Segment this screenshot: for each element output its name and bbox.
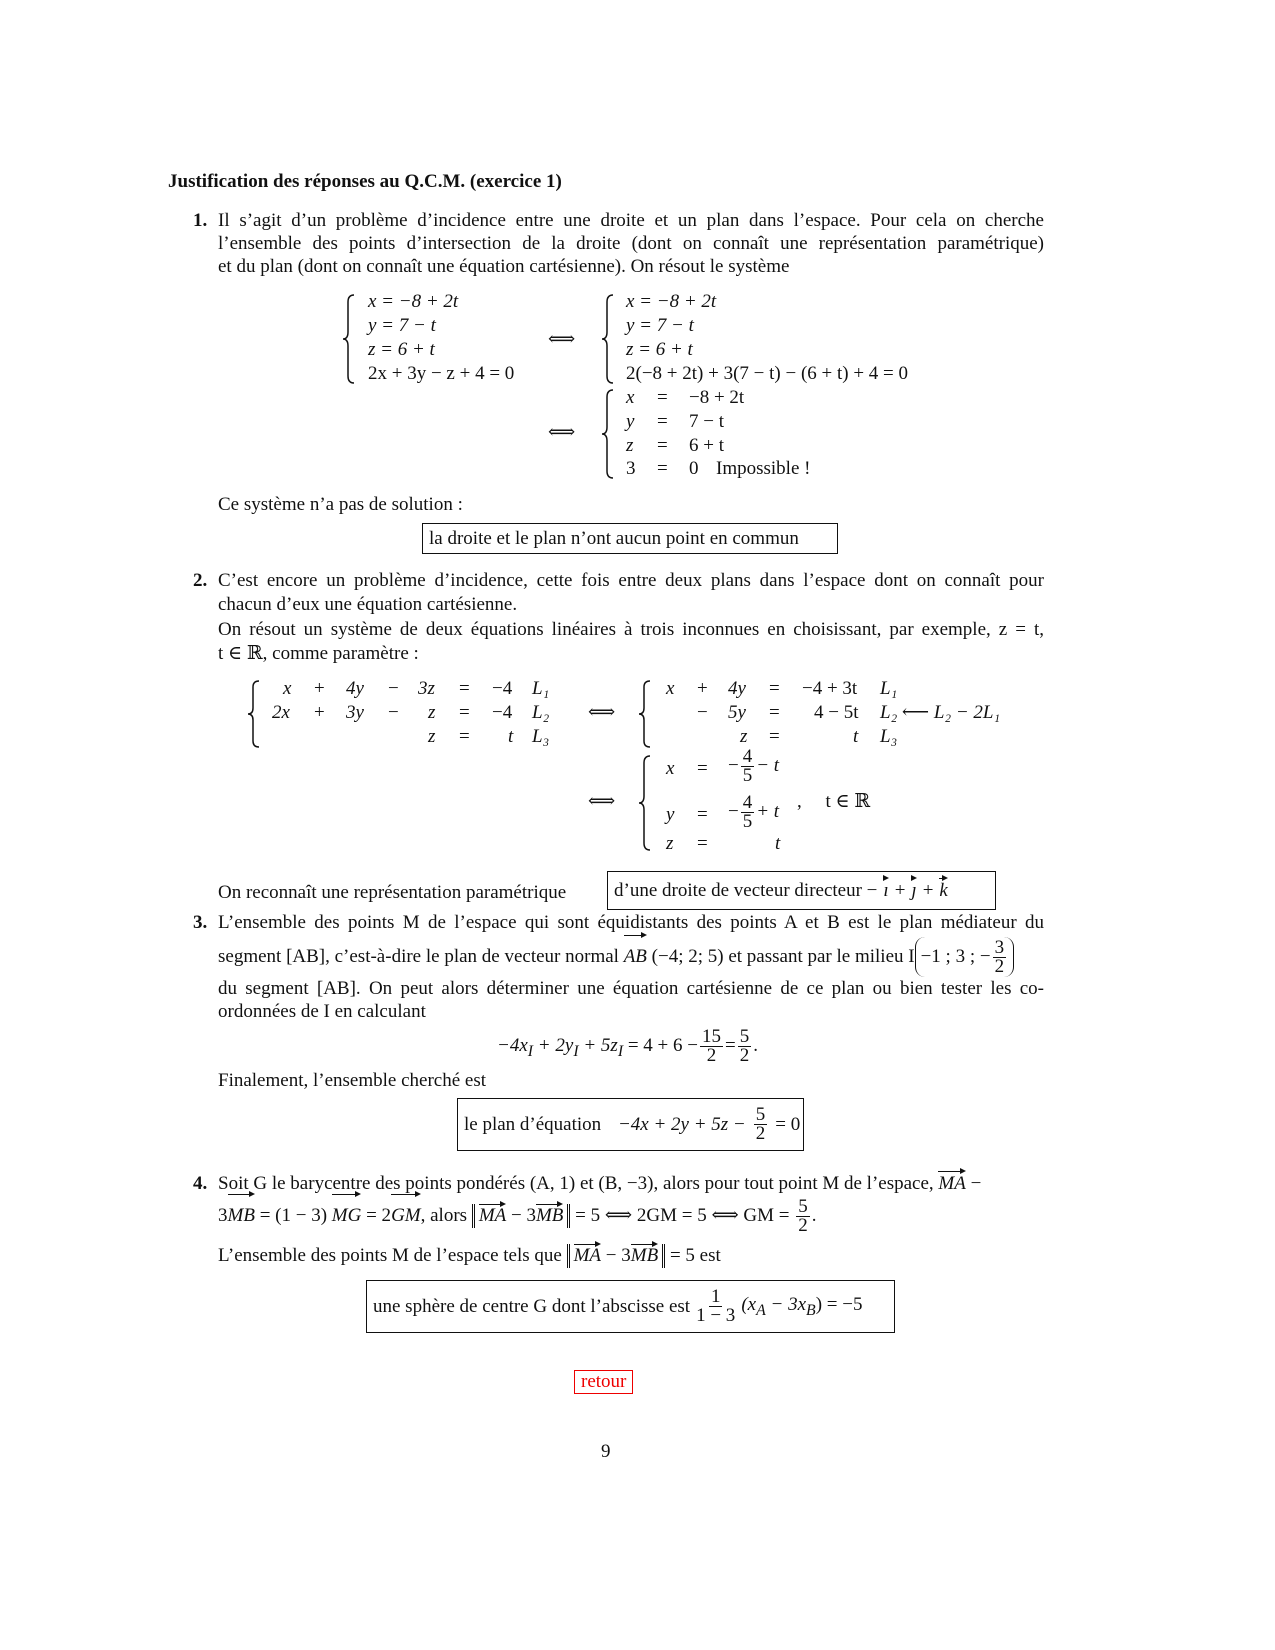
t: − 3: [605, 1245, 631, 1266]
sys-cell: x: [666, 758, 675, 779]
t: =: [725, 1035, 736, 1056]
answer-text: la droite et le plan n’ont aucun point en commun: [429, 527, 799, 549]
tail: − t: [756, 754, 780, 776]
denominator: 2: [994, 956, 1005, 978]
brace-icon: [601, 294, 615, 384]
numerator: 15: [702, 1026, 721, 1048]
system-line: 2x + 3y − z + 4 = 0: [368, 363, 515, 384]
denominator: 2: [739, 1045, 750, 1067]
sys-cell: 2x: [272, 702, 290, 723]
sys-cell: =: [769, 702, 780, 723]
sys-cell: −: [388, 702, 399, 723]
vector-MA: MA: [478, 1205, 507, 1226]
t: 3: [218, 1205, 228, 1226]
sys-cell: =: [769, 678, 780, 699]
fraction: [754, 1106, 768, 1143]
system-eq: =: [657, 458, 668, 479]
sub: I: [617, 1042, 624, 1060]
brace-icon: [638, 755, 652, 851]
q3-final-intro: Finalement, l’ensemble cherché est: [218, 1070, 487, 1091]
sys-cell: =: [697, 833, 708, 854]
equivalence-symbol: ⟺: [548, 329, 576, 350]
sys-cell: =: [697, 758, 708, 779]
vector-AB: AB: [624, 937, 647, 977]
sys-cell: =: [769, 726, 780, 747]
item-number-2: 2.: [193, 570, 208, 591]
fraction: [738, 1028, 752, 1065]
norm: [472, 1204, 571, 1228]
q1-conclusion-intro: Ce système n’a pas de solution :: [218, 494, 463, 515]
sys-cell: −4: [492, 678, 513, 699]
sys-cell: 4y: [728, 678, 746, 699]
vector-MA: MA: [938, 1173, 966, 1194]
t: = 2: [366, 1205, 392, 1226]
retour-link[interactable]: retour: [574, 1370, 633, 1394]
q2-line: C’est encore un problème d’incidence, cette fois entre deux plans dans l’espace dont on connaît pour: [218, 570, 1044, 591]
sys-cell: L₁: [532, 678, 550, 699]
fraction: [993, 939, 1007, 976]
q4-line: [218, 1173, 981, 1195]
t: = (1 − 3): [259, 1205, 328, 1226]
fraction: [796, 1198, 810, 1235]
answer-math: −4x + 2y + 5z −: [617, 1113, 746, 1135]
vector-MA: MA: [573, 1245, 602, 1266]
answer-text: une sphère de centre G dont l’abscisse est: [373, 1295, 691, 1317]
fraction: [696, 1288, 735, 1325]
system-line: z = 6 + t: [626, 339, 693, 360]
sub: B: [806, 1301, 816, 1319]
sys-cell: =: [697, 804, 708, 825]
answer-text: d’une droite de vecteur directeur −: [614, 879, 878, 901]
sign: −: [728, 754, 739, 776]
q3-line: ordonnées de I en calculant: [218, 1001, 426, 1022]
q1-line: et du plan (dont on connaît une équation cartésienne). On résout le système: [218, 256, 790, 277]
sys-cell: z: [428, 726, 436, 747]
t: − 3: [511, 1205, 536, 1226]
text: segment [AB], c’est-à-dire le plan de vecteur normal: [218, 946, 619, 967]
text: (−4; 2; 5) et passant par le milieu I: [651, 946, 915, 967]
q1-line: l’ensemble des points d’intersection de la droite (dont on connaît une représentation paramétrique): [218, 233, 1044, 254]
q3-equation: [497, 1024, 758, 1074]
t: = 5 est: [669, 1245, 721, 1266]
sys-cell: z: [740, 726, 748, 747]
system-rhs: 7 − t: [689, 411, 724, 432]
system-line: z = 6 + t: [368, 339, 435, 360]
sys-cell: 4 − 5t: [814, 702, 859, 723]
item-number-1: 1.: [193, 210, 208, 231]
equivalence-symbol: ⟺: [548, 422, 576, 443]
denominator: 5: [742, 811, 753, 832]
q4-line: [218, 1236, 721, 1276]
sys-cell: y: [666, 804, 675, 825]
system-lhs: 3: [626, 458, 636, 479]
sys-cell: −: [388, 678, 399, 699]
q3-line: du segment [AB]. On peut alors déterminer une équation cartésienne de ce plan ou bien tester les co-: [218, 978, 1044, 999]
t: ) = −5: [815, 1293, 863, 1315]
t: + 5z: [578, 1035, 618, 1056]
sys-cell: 3z: [418, 678, 435, 699]
parameter-domain: , t ∈ ℝ: [797, 791, 871, 812]
plus: +: [894, 879, 906, 901]
t: (x: [741, 1293, 757, 1315]
system-eq: =: [657, 435, 668, 456]
q2-line: t ∈ ℝ, comme paramètre :: [218, 643, 419, 664]
sys-cell: 4y: [346, 678, 364, 699]
sys-cell: x: [283, 678, 292, 699]
denominator: 1 − 3: [696, 1305, 736, 1326]
t: + 2y: [533, 1035, 574, 1056]
vector-MB: MB: [535, 1205, 564, 1226]
answer-box: [422, 523, 838, 554]
fraction-expression: [728, 748, 779, 785]
t: = 5 ⟺ 2GM = 5 ⟺ GM =: [575, 1205, 790, 1226]
system-line: y = 7 − t: [368, 315, 436, 336]
sys-cell: =: [459, 726, 470, 747]
sub: A: [756, 1301, 766, 1319]
sys-cell: +: [697, 678, 708, 699]
sys-cell: −: [697, 702, 708, 723]
t: − 3x: [765, 1293, 807, 1315]
sys-cell: z: [666, 833, 674, 854]
numerator: 4: [742, 792, 753, 813]
system-rhs: 6 + t: [689, 435, 724, 456]
equivalence-symbol: ⟺: [588, 702, 616, 723]
q2-line: On résout un système de deux équations linéaires à trois inconnues en choisissant, par exemple, z = t,: [218, 619, 1044, 640]
system-line: 2(−8 + 2t) + 3(7 − t) − (6 + t) + 4 = 0: [626, 363, 909, 384]
numerator: 4: [742, 746, 753, 767]
q3-line: L’ensemble des points M de l’espace qui sont équidistants des points A et B est le plan médiateur du: [218, 912, 1044, 933]
answer-text: le plan d’équation: [464, 1113, 602, 1135]
sys-cell: t: [508, 726, 514, 747]
equivalence-symbol: ⟺: [588, 791, 616, 812]
text: −: [970, 1173, 982, 1194]
text: Soit G le barycentre des points pondérés (A, 1) et (B, −3), alors pour tout point M de l’espace,: [218, 1173, 934, 1194]
system-lhs: x: [626, 387, 635, 408]
sub: I: [573, 1042, 579, 1060]
system-rhs: −8 + 2t: [689, 387, 745, 408]
q4-line: [218, 1196, 817, 1236]
answer-box: [366, 1280, 895, 1333]
text: −1 ; 3 ; −: [920, 946, 991, 967]
sys-cell: t: [853, 726, 859, 747]
norm: [567, 1244, 666, 1268]
sys-cell: +: [314, 702, 325, 723]
system-line: y = 7 − t: [626, 315, 694, 336]
fraction: [741, 748, 755, 785]
vector-MB: MB: [228, 1196, 255, 1236]
denominator: 2: [706, 1045, 717, 1067]
system-eq: =: [657, 387, 668, 408]
sys-cell: 3y: [346, 702, 364, 723]
numerator: 3: [994, 937, 1005, 959]
vector-MG: MG: [332, 1196, 362, 1236]
fraction-expression: [728, 794, 779, 831]
sys-cell: L₃: [532, 726, 550, 747]
q3-line: [218, 937, 1014, 977]
section-heading: Justification des réponses au Q.C.M. (exercice 1): [168, 171, 562, 192]
sys-cell: −4 + 3t: [802, 678, 858, 699]
system-eq: =: [657, 411, 668, 432]
sign: −: [728, 800, 739, 822]
item-number-3: 3.: [193, 912, 208, 933]
answer-math: = 0: [775, 1113, 801, 1135]
sys-cell: =: [459, 678, 470, 699]
sys-cell: z: [428, 702, 436, 723]
t: = 4 + 6 −: [623, 1035, 698, 1056]
q2-conclusion-intro: On reconnaît une représentation paramétrique: [218, 882, 567, 903]
page-number: 9: [601, 1441, 611, 1462]
q1-line: Il s’agit d’un problème d’incidence entre une droite et un plan dans l’espace. Pour cela on cherche: [218, 210, 1044, 231]
system-line: x = −8 + 2t: [626, 291, 717, 312]
denominator: 5: [742, 765, 753, 786]
t: .: [753, 1035, 758, 1056]
brace-icon: [342, 294, 356, 384]
sys-cell: L₃: [880, 726, 898, 747]
numerator: 5: [755, 1104, 766, 1125]
vector-MB: MB: [630, 1245, 659, 1266]
vector-GM: GM: [391, 1196, 421, 1236]
fraction: [741, 794, 755, 831]
tail: + t: [756, 800, 780, 822]
plus: +: [922, 879, 934, 901]
vector-i: ı: [883, 879, 889, 901]
system-note: Impossible !: [716, 458, 811, 479]
system-rhs: 0: [689, 458, 699, 479]
sys-cell: −4: [492, 702, 513, 723]
sub: I: [527, 1042, 534, 1060]
answer-box: [607, 871, 996, 910]
sys-cell: L₂ ⟵ L₂ − 2L₁: [880, 702, 1001, 723]
t: L’ensemble des points M de l’espace tels que: [218, 1245, 562, 1266]
t: −4x: [497, 1035, 528, 1056]
vector-k: k: [939, 879, 948, 901]
sys-cell: x: [666, 678, 675, 699]
system-lhs: z: [626, 435, 634, 456]
brace-icon: [247, 680, 261, 748]
t: , alors: [420, 1205, 468, 1226]
vector-j: ȷ: [911, 879, 917, 901]
brace-icon: [601, 389, 615, 479]
denominator: 2: [798, 1215, 808, 1237]
sys-cell: =: [459, 702, 470, 723]
numerator: 5: [739, 1026, 750, 1048]
system-line: x = −8 + 2t: [368, 291, 459, 312]
sys-cell: t: [775, 833, 781, 854]
brace-icon: [638, 680, 652, 748]
t: .: [811, 1205, 817, 1226]
denominator: 2: [755, 1123, 766, 1144]
sys-cell: L₁: [880, 678, 898, 699]
item-number-4: 4.: [193, 1173, 208, 1194]
q2-line: chacun d’eux une équation cartésienne.: [218, 594, 518, 615]
numerator: 1: [710, 1286, 721, 1307]
numerator: 5: [798, 1196, 808, 1218]
answer-math: [741, 1294, 862, 1320]
sys-cell: 5y: [728, 702, 746, 723]
answer-box: [457, 1098, 804, 1151]
sys-cell: L₂: [532, 702, 550, 723]
point-coordinates: [915, 937, 1015, 977]
fraction: [700, 1028, 723, 1065]
system-lhs: y: [626, 411, 635, 432]
sys-cell: +: [314, 678, 325, 699]
